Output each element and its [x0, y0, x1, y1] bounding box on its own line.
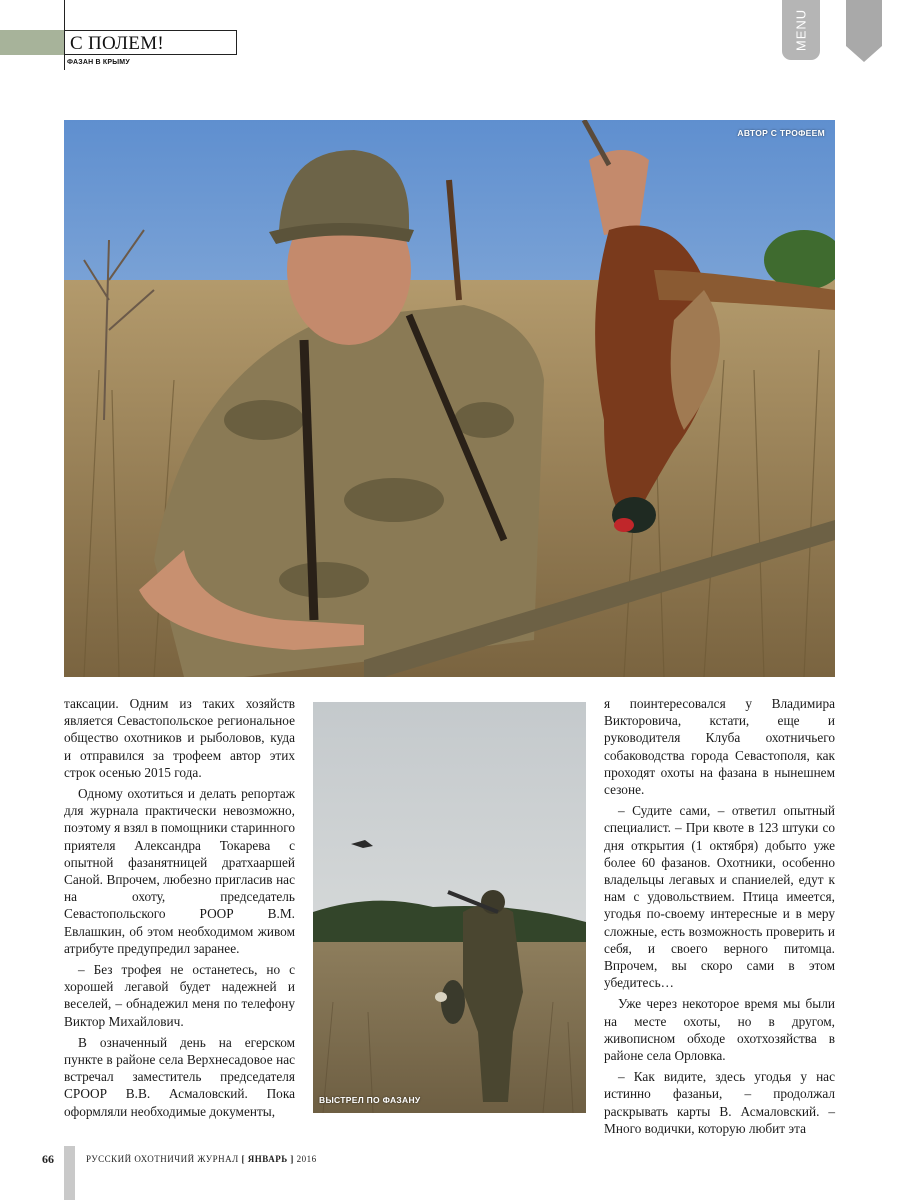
section-color-band — [0, 30, 64, 55]
paragraph: таксации. Одним из таких хозяйств является Севастопольское региональное общество охотников и рыболовов, куда и отправился за трофеем автор этих строк осенью 2015 года. — [64, 696, 295, 780]
photo-shot-at-pheasant — [313, 702, 586, 1113]
section-title-rule — [65, 54, 237, 55]
hunter-shooting-illustration — [313, 702, 586, 1113]
hunter-pheasant-illustration — [64, 120, 835, 677]
menu-label: MENU — [793, 8, 809, 52]
footer-journal-line — [86, 1154, 317, 1164]
paragraph: Уже через некоторое время мы были на месте охоты, но в другом, живописном обходе охотхозяйства в районе села Орловка. — [604, 996, 835, 1064]
bookmark-icon[interactable] — [846, 0, 882, 62]
side-photo-caption: ВЫСТРЕЛ ПО ФАЗАНУ — [319, 1095, 421, 1105]
article-subtitle: ФАЗАН В КРЫМУ — [67, 59, 130, 66]
paragraph: – Без трофея не останетесь, но с хорошей легавой будет надежней и веселей, – обнадежил меня по телефону Виктор Михайлович. — [64, 962, 295, 1029]
journal-name: РУССКИЙ ОХОТНИЧИЙ ЖУРНАЛ — [86, 1154, 239, 1164]
issue-month: [ ЯНВАРЬ ] — [241, 1154, 294, 1164]
page-number: 66 — [42, 1152, 54, 1166]
paragraph: Одному охотиться и делать репортаж для журнала практически невозможно, поэтому я взял в помощники старинного приятеля Александра Токарева с опытной фазанятницей дратхааршей Саной. Впрочем, любезно пригласив нас на охоту, председатель Севастопольского РООР В.М. Евлашкин, об этом необходимом живом атрибуте предупредил заранее. — [64, 786, 295, 956]
paragraph: – Судите сами, – ответил опытный специалист. – При квоте в 123 штуки со дня открытия (1 октября) добыто уже более 60 фазанов. Охотники, особенно владельцы легавых и спаниелей, едут к нам с удовольствием. Птица имеется, угодья по-своему интересные и в меру сложные, есть возможность проверить и себя, и своего верного питомца. Впрочем, вы скоро сами в этом убедитесь… — [604, 803, 835, 991]
article-column-left — [64, 695, 295, 1124]
issue-year: 2016 — [296, 1154, 317, 1164]
main-photo-caption: АВТОР С ТРОФЕЕМ — [737, 128, 825, 138]
footer-bar — [64, 1146, 75, 1200]
paragraph: я поинтересовался у Владимира Викторовича, кстати, еще и руководителя Клуба охотничьего собаководства города Севастополя, как проходят охоты на фазана в нынешнем сезоне. — [604, 696, 835, 798]
menu-button[interactable] — [782, 0, 820, 60]
article-column-right — [604, 695, 835, 1141]
paragraph: В означенный день на егерском пункте в районе села Верхнесадовое нас встречал заместитель председателя СРООР В.В. Асмаловский. Пока оформляли необходимые документы, — [64, 1034, 295, 1119]
section-title: С ПОЛЕМ! — [70, 33, 165, 54]
photo-author-with-trophy — [64, 120, 835, 677]
paragraph: – Как видите, здесь угодья у нас истинно фазаньи, – продолжал раскрывать карты В. Асмаловский. – Много водички, которую любит эта — [604, 1069, 835, 1136]
